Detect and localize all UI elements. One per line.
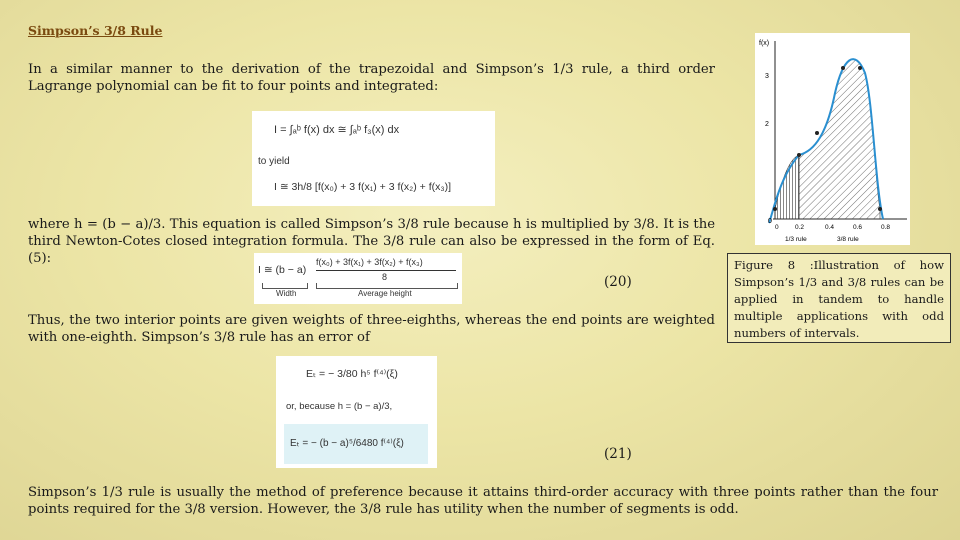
eq20-label-height: Average height [358, 289, 412, 298]
x-tick-label: 0.4 [825, 224, 835, 231]
equation-to-yield: to yield [258, 156, 290, 167]
data-point [815, 131, 819, 135]
eq21-or-because: or, because h = (b − a)/3, [286, 401, 393, 412]
figure-simpson-combined [755, 33, 910, 245]
x-tick-label: 0.2 [795, 224, 805, 231]
equation-line-integral: I = ∫ₐᵇ f(x) dx ≅ ∫ₐᵇ f₃(x) dx [274, 124, 400, 136]
equation-number-20: (20) [604, 274, 632, 290]
eq20-fraction-bar [316, 270, 456, 271]
equation-image-simpson-38 [252, 111, 495, 206]
x-tick-label: 0 [775, 224, 779, 231]
y-tick-label: 3 [765, 73, 769, 80]
x-tick-label: 0.8 [881, 224, 891, 231]
y-tick-label: 0 [768, 218, 772, 225]
conclusion-paragraph: Simpson’s 1/3 rule is usually the method of preference because it attains third-order accuracy with three points rather than the four points required for the 3/8 version. However, the 3/8 rule has utility when the number of segments is odd. [28, 485, 938, 517]
equation-line-result: I ≅ 3h/8 [f(x₀) + 3 f(x₁) + 3 f(x₂) + f(x₃)] [274, 181, 452, 193]
equation-number-21: (21) [604, 446, 632, 462]
definition-paragraph: where h = (b − a)/3. This equation is called Simpson’s 3/8 rule because h is multiplied by 3/8. It is the third Newton-Cotes closed integration formula. The 3/8 rule can also be expressed in the form of Eq. (5): [28, 217, 715, 266]
figure-ylabel: f(x) [759, 40, 770, 47]
data-point [841, 66, 845, 70]
region-label-one-third: 1/3 rule [785, 236, 807, 243]
equation-image-21 [276, 356, 437, 468]
weights-paragraph: Thus, the two interior points are given weights of three-eighths, whereas the end points are weighted with one-eighth. Simpson’s 3/8 rule has an error of [28, 313, 715, 345]
y-tick-label: 2 [765, 121, 769, 128]
figure-plot [755, 33, 910, 245]
equation-image-20 [254, 253, 462, 304]
eq21-line2: Eₜ = − (b − a)⁵/6480 f⁽⁴⁾(ξ) [290, 438, 404, 449]
eq20-denominator: 8 [382, 272, 388, 282]
data-point [797, 153, 801, 157]
data-point [773, 207, 777, 211]
page-title: Simpson’s 3/8 Rule [28, 23, 163, 38]
eq20-label-width: Width [276, 289, 297, 298]
eq21-line1: Eₜ = − 3/80 h⁵ f⁽⁴⁾(ξ) [306, 368, 398, 380]
intro-paragraph: In a similar manner to the derivation of the trapezoidal and Simpson’s 1/3 rule, a third order Lagrange polynomial can be fit to four points and integrated: [28, 62, 715, 94]
data-point [858, 66, 862, 70]
data-point [878, 207, 882, 211]
eq20-numerator: f(x₀) + 3f(x₁) + 3f(x₂) + f(x₃) [316, 257, 423, 267]
figure-caption: Figure 8 :Illustration of how Simpson’s 1/3 and 3/8 rules can be applied in tandem to handle multiple applications with odd numbers of intervals. [727, 253, 951, 343]
region-label-three-eighths: 3/8 rule [837, 236, 859, 243]
x-tick-label: 0.6 [853, 224, 863, 231]
eq20-lhs: I ≅ (b − a) [258, 264, 307, 276]
region-one-third [775, 155, 799, 219]
